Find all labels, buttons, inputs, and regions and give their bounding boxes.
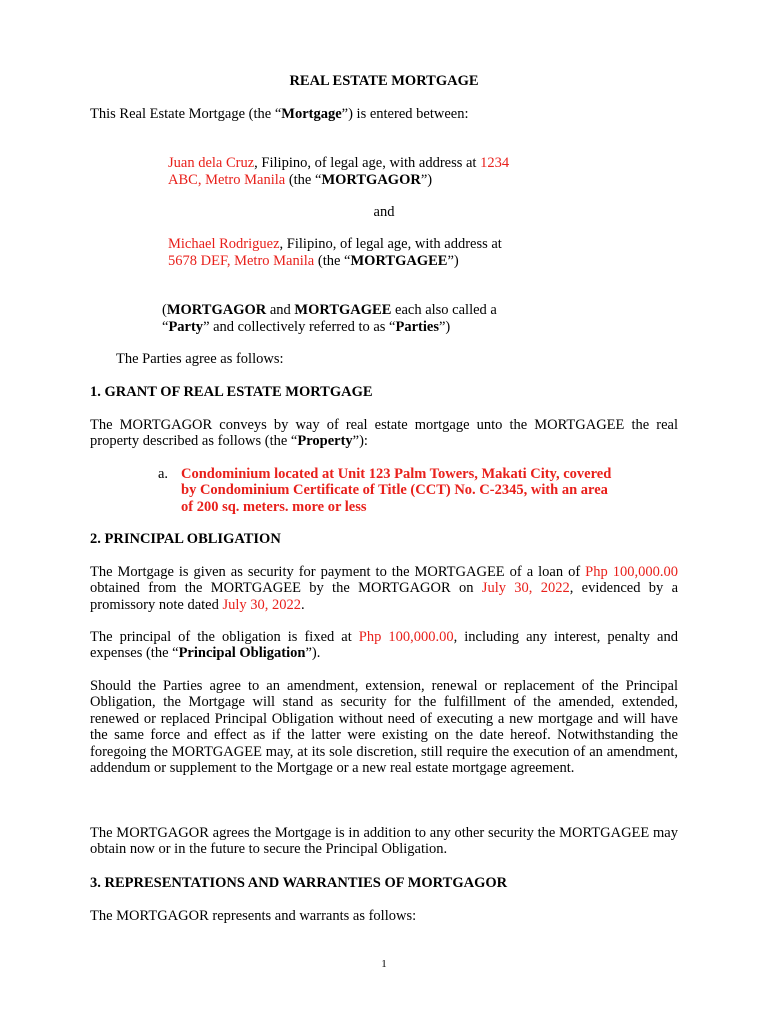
parties-mortgagee: MORTGAGEE	[294, 302, 392, 318]
section-1-text: The MORTGAGOR conveys by way of real estate mortgage unto the MORTGAGEE the real property described as follows (the “	[90, 417, 678, 450]
page-number: 1	[381, 958, 387, 970]
section-2-paragraph-3: Should the Parties agree to an amendment, extension, renewal or replacement of the Principal Obligation, the Mortgage will stand as security for the fulfillment of the amended, extended, renewed or replaced Principal Obligation without need of executing a new mortgage and will have the same force and effect as if the latter were existing on the date hereof. Notwithstanding the foregoing the MORTGAGEE may, at its sole discretion, still require the execution of an amendment, addendum or supplement to the Mortgage or a new real estate mortgage agreement.	[90, 678, 678, 777]
section-1-paragraph	[90, 417, 678, 450]
section-2-paragraph-1	[90, 564, 678, 613]
parties-text2: ” and collectively referred to as “	[203, 319, 396, 335]
quote-open: “	[162, 319, 169, 335]
section-2-paragraph-2	[90, 629, 678, 662]
property-line2: by Condominium Certificate of Title (CCT) No. C-2345, with an area	[181, 482, 608, 499]
loan-amount: Php 100,000.00	[585, 564, 678, 580]
document-title: REAL ESTATE MORTGAGE	[289, 73, 479, 89]
mortgagor-text2: (the “	[285, 172, 322, 188]
intro-text: This Real Estate Mortgage (the “	[90, 106, 282, 122]
section-3-paragraph: The MORTGAGOR represents and warrants as follows:	[90, 908, 417, 924]
mortgagor-role: MORTGAGOR	[321, 172, 421, 188]
property-term: Property	[297, 433, 353, 450]
agreement-statement: The Parties agree as follows:	[116, 351, 284, 367]
mortgagor-name: Juan dela Cruz	[168, 155, 255, 171]
property-line1: Condominium located at Unit 123 Palm Towers, Makati City, covered	[181, 466, 612, 482]
mortgagee-address: 5678 DEF, Metro Manila	[168, 253, 315, 269]
section-2-heading: 2. PRINCIPAL OBLIGATION	[90, 531, 281, 547]
principal-text3: ”).	[305, 645, 321, 662]
section-1-text-end: ”):	[352, 433, 368, 450]
parties-definition	[162, 302, 606, 318]
parties-mortgagor: MORTGAGOR	[166, 302, 267, 318]
mortgagee-text: , Filipino, of legal age, with address at	[279, 236, 502, 252]
mortgagee-name: Michael Rodriguez	[168, 236, 280, 252]
mortgage-term: Mortgage	[281, 106, 342, 122]
mortgagor-address-line2: ABC, Metro Manila	[168, 172, 286, 188]
list-marker: a.	[158, 466, 169, 482]
section-1-heading: 1. GRANT OF REAL ESTATE MORTGAGE	[90, 384, 373, 400]
property-line3: of 200 sq. meters. more or less	[181, 498, 367, 515]
mortgagor-text: , Filipino, of legal age, with address at	[254, 155, 481, 171]
mortgagor-party-line2	[168, 172, 600, 188]
mortgagee-role: MORTGAGEE	[350, 253, 448, 269]
parties-text3: ”)	[438, 319, 451, 335]
principal-text2: , including any interest, penalty and expenses (the “	[90, 629, 678, 662]
loan-text: The Mortgage is given as security for payment to the MORTGAGEE of a loan of	[90, 564, 586, 580]
mortgagee-party	[168, 236, 600, 252]
mortgagee-text2: (the “	[314, 253, 351, 269]
mortgagor-party	[168, 155, 600, 171]
parties-term: Parties	[395, 319, 439, 335]
mortgagor-address-line1: 1234	[480, 155, 510, 171]
loan-text2: obtained from the MORTGAGEE by the MORTGAGOR on	[90, 580, 482, 597]
section-2-paragraph-4: The MORTGAGOR agrees the Mortgage is in addition to any other security the MORTGAGEE may obtain now or in the future to secure the Principal Obligation.	[90, 825, 678, 858]
mortgagee-text3: ”)	[447, 253, 459, 269]
party-term: Party	[168, 319, 204, 335]
principal-obligation-term: Principal Obligation	[178, 645, 306, 662]
principal-amount: Php 100,000.00	[358, 629, 454, 645]
intro-paragraph	[90, 106, 678, 122]
loan-text3: , evidenced by a promissory note dated	[90, 580, 679, 613]
loan-text4: .	[301, 596, 305, 613]
property-description	[181, 466, 681, 515]
mortgagee-party-line2	[168, 253, 600, 269]
intro-text-end: ”) is entered between:	[341, 106, 469, 122]
parties-text1: each also called a	[391, 302, 497, 318]
and-connector: and	[373, 204, 395, 220]
promissory-note-date: July 30, 2022	[222, 596, 302, 613]
mortgagor-text3: ”)	[420, 172, 433, 188]
section-3-heading: 3. REPRESENTATIONS AND WARRANTIES OF MORTGAGOR	[90, 875, 508, 891]
parties-and: and	[266, 302, 295, 318]
loan-date: July 30, 2022	[481, 580, 570, 597]
paren-open: (	[162, 302, 167, 318]
principal-text: The principal of the obligation is fixed at	[90, 629, 359, 645]
parties-definition-line2	[162, 319, 606, 335]
